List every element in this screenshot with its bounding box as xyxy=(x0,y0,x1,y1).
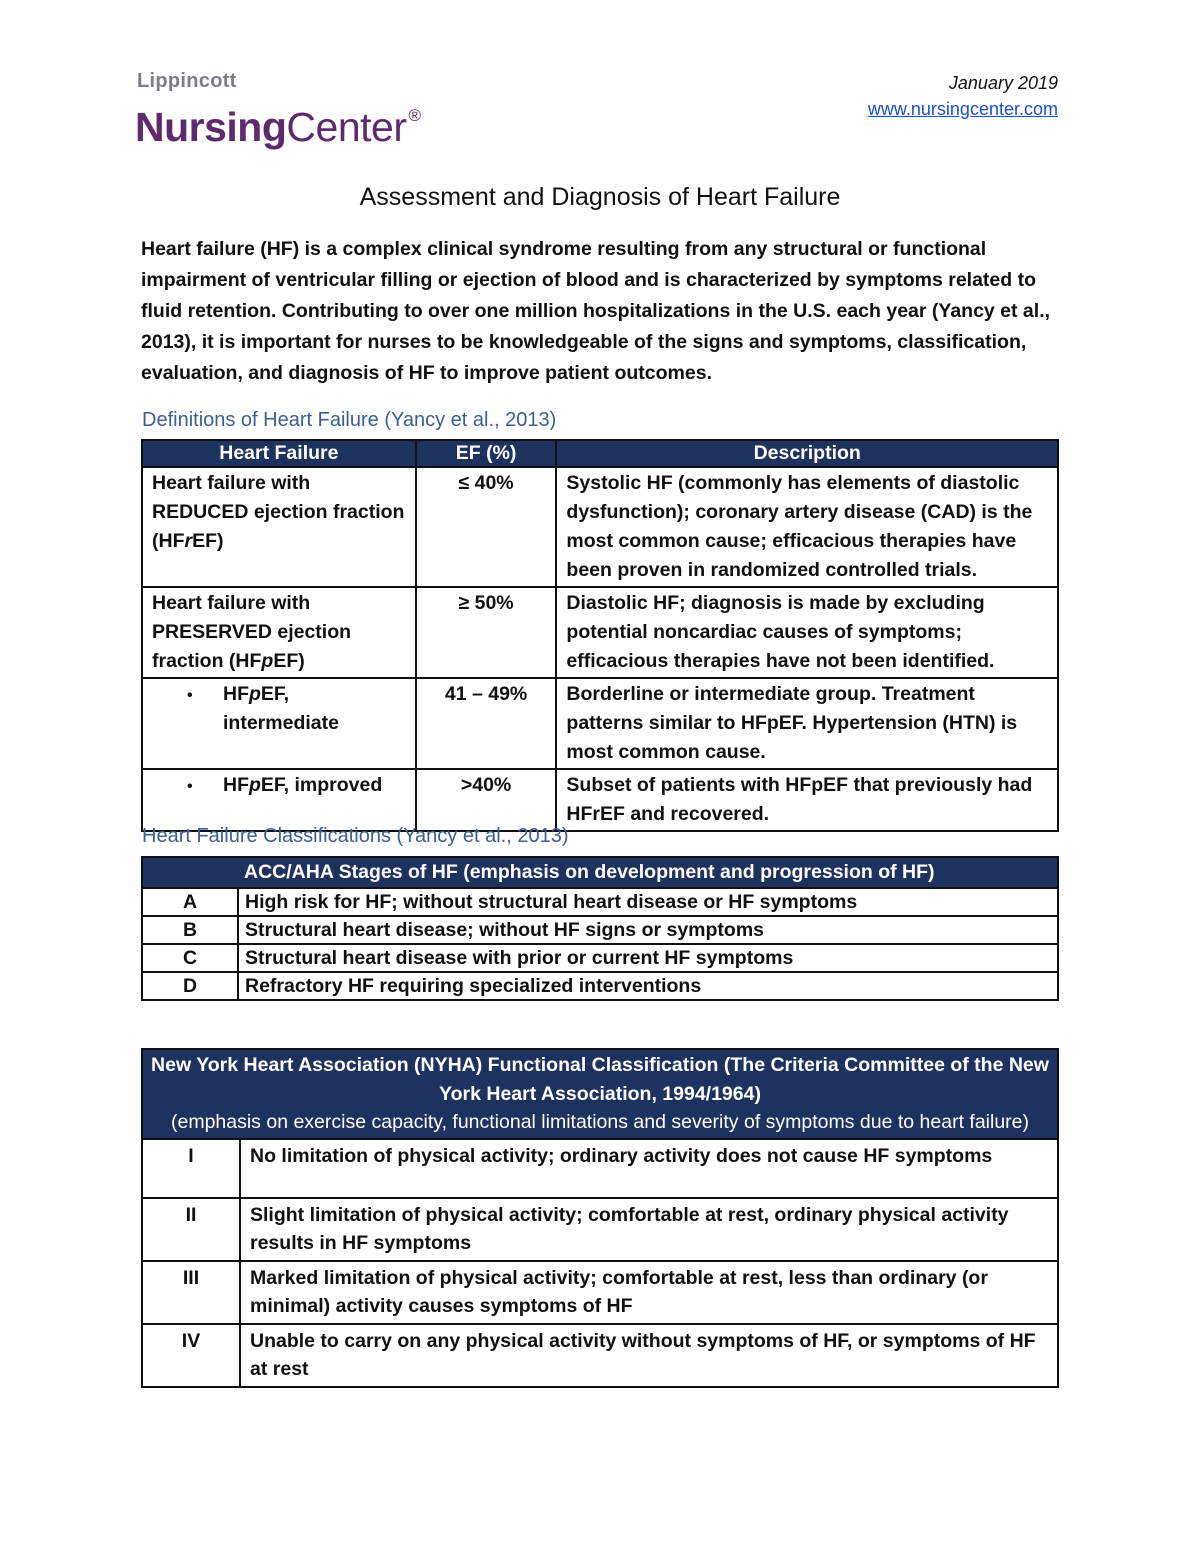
column-header-ef: EF (%) xyxy=(416,440,557,467)
description-cell: Systolic HF (commonly has elements of diastolic dysfunction); coronary artery disease (CAD) is the most common cause; efficacious therapies have been proven in randomized controlled trials. xyxy=(556,467,1058,587)
table-row xyxy=(142,1139,1058,1198)
nyha-header-subtitle: (emphasis on exercise capacity, functional limitations and severity of symptoms due to heart failure) xyxy=(170,1111,1030,1133)
definitions-table xyxy=(141,439,1059,832)
document-date: January 2019 xyxy=(948,73,1058,93)
classifications-heading: Heart Failure Classifications (Yancy et al., 2013) xyxy=(142,825,569,847)
hf-type-cell: • HFpEF, improved xyxy=(142,769,416,831)
bullet-icon: • xyxy=(187,687,193,704)
table-row xyxy=(142,467,1058,587)
table-row xyxy=(142,972,1058,1000)
page-title: Assessment and Diagnosis of Heart Failure xyxy=(359,183,841,211)
stage-letter: D xyxy=(142,972,238,1000)
nursingcenter-logo xyxy=(135,70,457,150)
nyha-header-row xyxy=(142,1049,1058,1139)
table-row xyxy=(142,888,1058,916)
table-row xyxy=(142,1261,1058,1324)
nyha-header-title: New York Heart Association (NYHA) Functional Classification (The Criteria Committee of the New York Heart Association, 1994/1964) xyxy=(151,1054,1049,1105)
hf-type-cell: Heart failure with REDUCED ejection fraction (HFrEF) xyxy=(142,467,416,587)
nyha-class-description: Unable to carry on any physical activity without symptoms of HF, or symptoms of HF at rest xyxy=(240,1324,1058,1387)
stage-letter: C xyxy=(142,944,238,972)
definitions-heading: Definitions of Heart Failure (Yancy et al., 2013) xyxy=(142,409,557,431)
nyha-class-number: IV xyxy=(142,1324,240,1387)
hf-type-cell: • HFpEF, intermediate xyxy=(142,678,416,769)
table-row xyxy=(142,769,1058,831)
logo-wordmark xyxy=(135,92,421,151)
acc-aha-stages-table xyxy=(141,856,1059,1001)
nyha-class-description: Slight limitation of physical activity; comfortable at rest, ordinary physical activity results in HF symptoms xyxy=(240,1198,1058,1261)
nyha-class-number: III xyxy=(142,1261,240,1324)
nyha-classification-table xyxy=(141,1048,1059,1388)
nyha-class-description: Marked limitation of physical activity; comfortable at rest, less than ordinary (or minimal) activity causes symptoms of HF xyxy=(240,1261,1058,1324)
description-cell: Diastolic HF; diagnosis is made by excluding potential noncardiac causes of symptoms; efficacious therapies have not been identified. xyxy=(556,587,1058,678)
registered-mark: ® xyxy=(408,106,421,125)
stage-description: Refractory HF requiring specialized interventions xyxy=(238,972,1058,1000)
website-link[interactable]: www.nursingcenter.com xyxy=(867,99,1058,119)
hf-type-cell: Heart failure with PRESERVED ejection fraction (HFpEF) xyxy=(142,587,416,678)
stage-letter: A xyxy=(142,888,238,916)
nyha-header xyxy=(142,1049,1058,1139)
table-row xyxy=(142,678,1058,769)
nyha-class-number: I xyxy=(142,1139,240,1198)
acc-aha-header: ACC/AHA Stages of HF (emphasis on development and progression of HF) xyxy=(238,857,1058,888)
ef-cell: >40% xyxy=(416,769,557,831)
column-header-description: Description xyxy=(556,440,1058,467)
bullet-icon: • xyxy=(187,778,193,795)
ef-cell: 41 – 49% xyxy=(416,678,557,769)
table-row xyxy=(142,944,1058,972)
description-cell: Borderline or intermediate group. Treatment patterns similar to HFpEF. Hypertension (HTN) is most common cause. xyxy=(556,678,1058,769)
table-row xyxy=(142,916,1058,944)
table-row xyxy=(142,587,1058,678)
table-row xyxy=(142,1324,1058,1387)
nyha-class-number: II xyxy=(142,1198,240,1261)
stage-letter: B xyxy=(142,916,238,944)
table-row xyxy=(142,1198,1058,1261)
stage-description: Structural heart disease; without HF signs or symptoms xyxy=(238,916,1058,944)
logo-center-text: Center xyxy=(286,104,407,150)
logo-lippincott-text: Lippincott xyxy=(137,70,237,92)
acc-header-row xyxy=(142,857,1058,888)
intro-paragraph: Heart failure (HF) is a complex clinical syndrome resulting from any structural or functional impairment of ventricular filling or ejection of blood and is characterized by symptoms related to fluid retention. Contributing to over one million hospitalizations in the U.S. each year (Yancy et al., 2013), it is important for nurses to be knowledgeable of the signs and symptoms, classification, evaluation, and diagnosis of HF to improve patient outcomes. xyxy=(141,238,1051,384)
ef-cell: ≤ 40% xyxy=(416,467,557,587)
nyha-class-description: No limitation of physical activity; ordinary activity does not cause HF symptoms xyxy=(240,1139,1058,1198)
stage-description: High risk for HF; without structural heart disease or HF symptoms xyxy=(238,888,1058,916)
column-header-heart-failure: Heart Failure xyxy=(142,440,416,467)
ef-cell: ≥ 50% xyxy=(416,587,557,678)
definitions-header-row xyxy=(142,440,1058,467)
logo-nursing-text: Nursing xyxy=(135,104,287,150)
stage-description: Structural heart disease with prior or current HF symptoms xyxy=(238,944,1058,972)
description-cell: Subset of patients with HFpEF that previously had HFrEF and recovered. xyxy=(556,769,1058,831)
